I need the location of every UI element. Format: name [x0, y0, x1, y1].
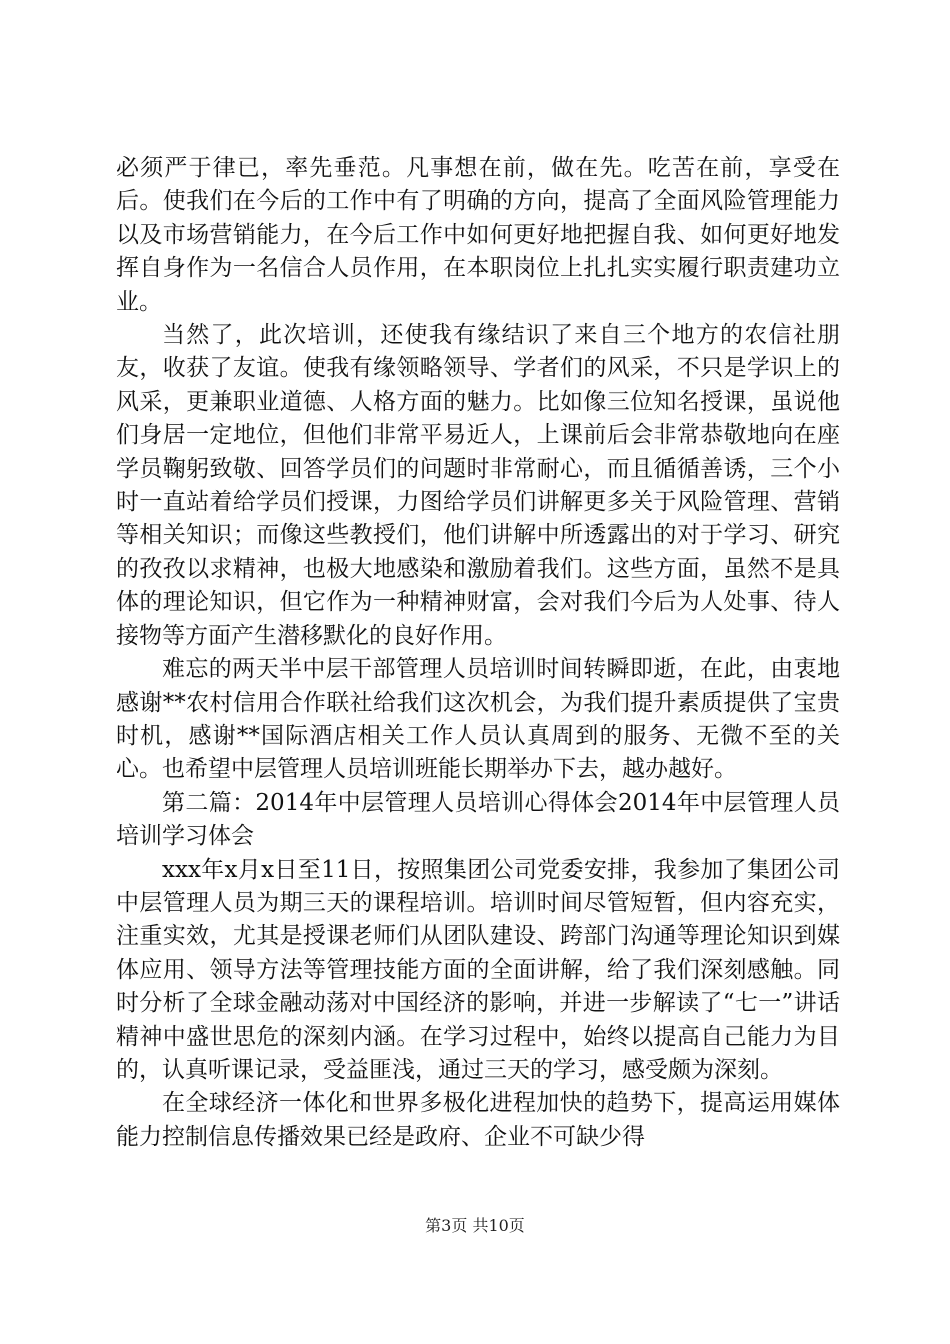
section-heading: 第二篇：2014年中层管理人员培训心得体会2014年中层管理人员培训学习体会: [116, 789, 840, 850]
document-body: [116, 152, 840, 1154]
paragraph: 难忘的两天半中层干部管理人员培训时间转瞬即逝，在此，由衷地感谢**农村信用合作联社给我们这次机会，为我们提升素质提供了宝贵时机，感谢**国际酒店相关工作人员认真周到的服务、无微不至的关心。也希望中层管理人员培训班能长期举办下去，越办越好。: [116, 656, 840, 783]
page-number-footer: 第3页 共10页: [425, 1216, 525, 1235]
paragraph: 必须严于律已，率先垂范。凡事想在前，做在先。吃苦在前，享受在后。使我们在今后的工作中有了明确的方向，提高了全面风险管理能力以及市场营销能力，在今后工作中如何更好地把握自我、如何更好地发挥自身作为一名信合人员作用，在本职岗位上扎扎实实履行职责建功立业。: [116, 155, 840, 315]
paragraph: 在全球经济一体化和世界多极化进程加快的趋势下，提高运用媒体能力控制信息传播效果已经是政府、企业不可缺少得: [116, 1090, 840, 1150]
paragraph: 当然了，此次培训，还使我有缘结识了来自三个地方的农信社朋友，收获了友谊。使我有缘领略领导、学者们的风采，不只是学识上的风采，更兼职业道德、人格方面的魅力。比如像三位知名授课，虽说他们身居一定地位，但他们非常平易近人，上课前后会非常恭敬地向在座学员鞠躬致敬、回答学员们的问题时非常耐心，而且循循善诱，三个小时一直站着给学员们授课，力图给学员们讲解更多关于风险管理、营销等相关知识；而像这些教授们，他们讲解中所透露出的对于学习、研究的孜孜以求精神，也极大地感染和激励着我们。这些方面，虽然不是具体的理论知识，但它作为一种精神财富，会对我们今后为人处事、待人接物等方面产生潜移默化的良好作用。: [116, 322, 840, 649]
paragraph: xxx年x月x日至11日，按照集团公司党委安排，我参加了集团公司中层管理人员为期三天的课程培训。培训时间尽管短暂，但内容充实，注重实效，尤其是授课老师们从团队建设、跨部门沟通等理论知识到媒体应用、领导方法等管理技能方面的全面讲解，给了我们深刻感触。同时分析了全球金融动荡对中国经济的影响，并进一步解读了“七一”讲话精神中盛世思危的深刻内涵。在学习过程中，始终以提高自己能力为目的，认真听课记录，受益匪浅，通过三天的学习，感受颇为深刻。: [116, 856, 840, 1083]
